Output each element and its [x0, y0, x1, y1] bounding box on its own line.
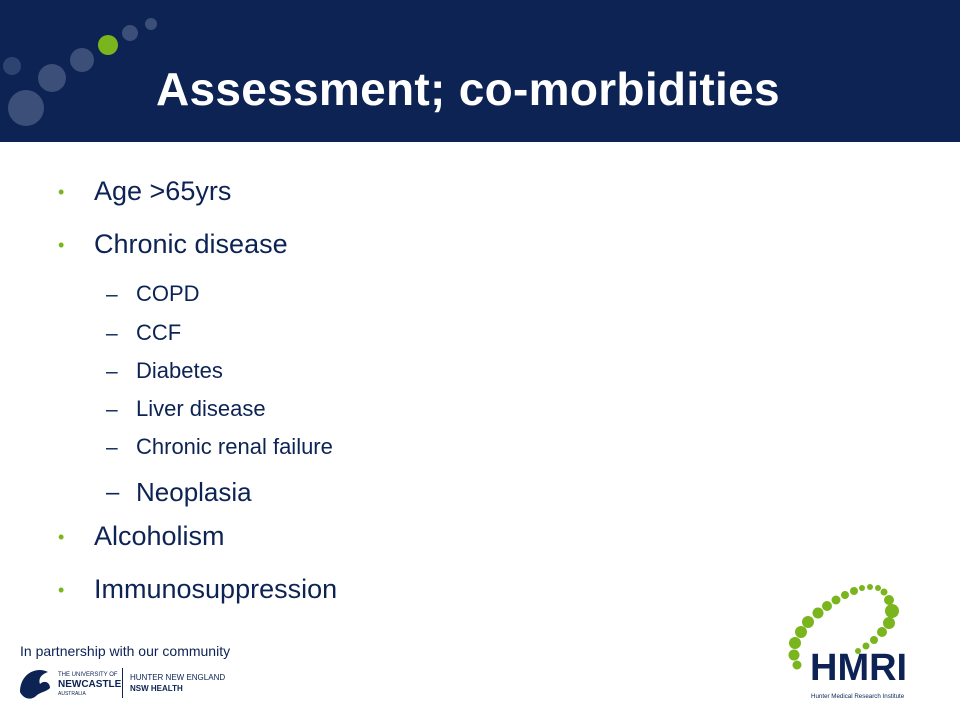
- health-line2: NSW HEALTH: [130, 684, 183, 693]
- sub-bullet-item: Liver disease: [136, 396, 266, 421]
- bullet-item: Age >65yrs: [94, 176, 232, 206]
- uni-line1: THE UNIVERSITY OF: [58, 672, 118, 678]
- hmri-fullname: Hunter Medical Research Institute: [811, 693, 905, 700]
- bullet-marker: •: [58, 182, 65, 202]
- partner-logos: [18, 662, 268, 706]
- bullet-marker: •: [58, 580, 65, 600]
- health-line1: HUNTER NEW ENGLAND: [130, 673, 226, 682]
- title-bar: [0, 0, 960, 142]
- bullet-item: Alcoholism: [94, 521, 225, 551]
- hmri-logo: [780, 578, 940, 708]
- slide-title: Assessment; co-morbidities: [156, 63, 780, 115]
- dash-marker: –: [106, 360, 118, 383]
- sub-bullet-item: CCF: [136, 320, 182, 345]
- bullet-item: Chronic disease: [94, 229, 288, 259]
- bullet-marker: •: [58, 235, 65, 255]
- university-crest-icon: [20, 670, 50, 699]
- dash-marker: –: [106, 398, 118, 421]
- logo-divider: [122, 668, 123, 698]
- partnership-text: In partnership with our community: [20, 643, 231, 659]
- hmri-wordmark: HMRI: [810, 647, 908, 689]
- dash-marker: –: [106, 436, 118, 459]
- dash-marker: –: [106, 322, 118, 345]
- bullet-item: Immunosuppression: [94, 574, 338, 604]
- sub-bullet-item: Diabetes: [136, 358, 223, 383]
- dash-marker: –: [106, 283, 118, 306]
- sub-bullet-item: Neoplasia: [136, 477, 252, 507]
- sub-bullet-item: Chronic renal failure: [136, 434, 333, 459]
- dash-marker: –: [106, 479, 120, 506]
- uni-line2: NEWCASTLE: [58, 679, 122, 690]
- uni-line3: AUSTRALIA: [58, 691, 86, 697]
- bullet-marker: •: [58, 527, 65, 547]
- sub-bullet-item: COPD: [136, 281, 200, 306]
